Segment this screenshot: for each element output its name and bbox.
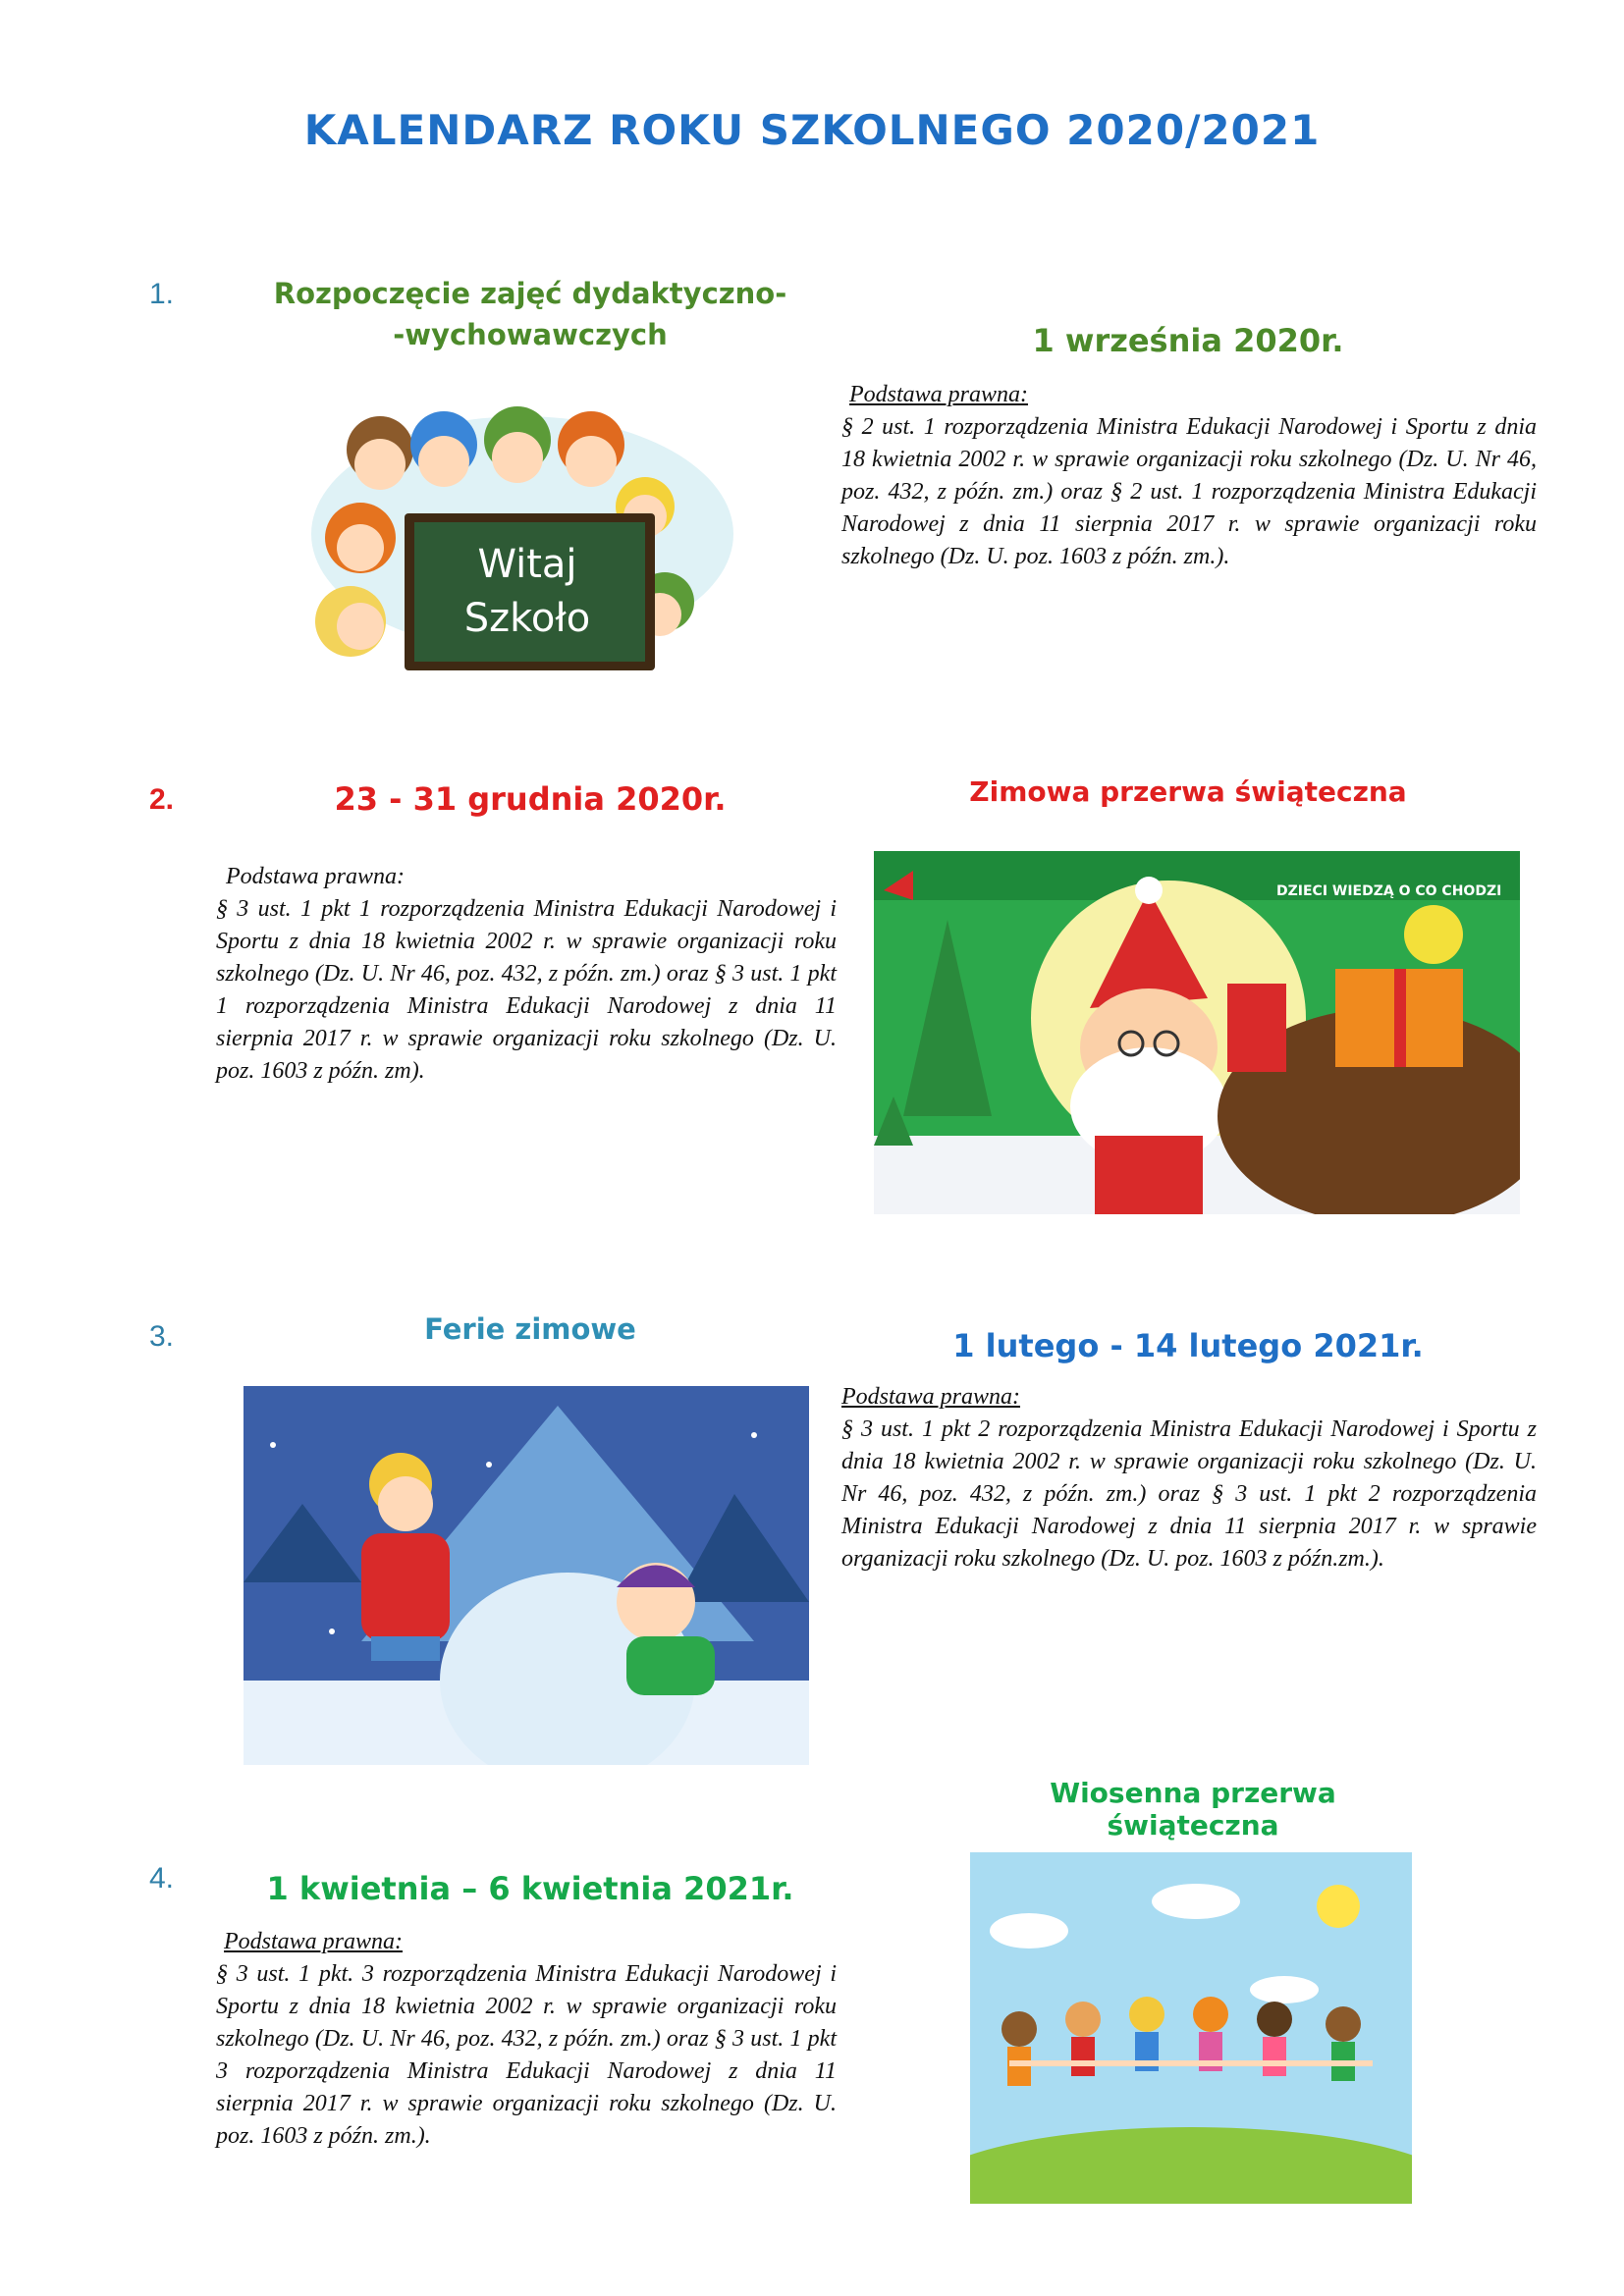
item-4-legal-label: Podstawa prawna:: [224, 1929, 404, 1954]
item-1-number: 1.: [149, 278, 175, 310]
item-4-legal: [216, 1926, 837, 2153]
item-3-legal: [841, 1381, 1537, 1575]
item-1-heading: [245, 273, 815, 355]
item-1-legal-text: § 2 ust. 1 rozporządzenia Ministra Edukacji Narodowej i Sportu z dnia 18 kwietnia 2002 r. w sprawie organizacji roku szkolnego (Dz. U. Nr 46, poz. 432, z późn. zm.) oraz § 2 ust. 1 rozporządzenia Ministra Edukacji Narodowej z dnia 11 sierpnia 2017 r. w sprawie organizacji roku szkolnego (Dz. U. poz. 1603 z późn. zm.).: [841, 414, 1537, 569]
item-1-heading-line1: Rozpoczęcie zajęć dydaktyczno-: [273, 277, 787, 310]
item-2-legal-text: § 3 ust. 1 pkt 1 rozporządzenia Ministra Edukacji Narodowej i Sportu z dnia 18 kwietnia 2002 r. w sprawie organizacji roku szkolnego (Dz. U. Nr 46, poz. 432, z późn. zm.) oraz § 3 ust. 1 pkt 1 rozporządzenia Ministra Edukacji Narodowej z dnia 11 sierpnia 2017 r. w sprawie organizacji roku szkolnego (Dz. U. poz. 1603 z późn. zm).: [216, 896, 837, 1084]
item-2-number: 2.: [149, 783, 175, 816]
welcome-school-image: [306, 391, 738, 677]
item-4-legal-text: § 3 ust. 1 pkt. 3 rozporządzenia Ministra Edukacji Narodowej i Sportu z dnia 18 kwietnia 2002 r. w sprawie organizacji roku szkolnego (Dz. U. Nr 46, poz. 432, z późn. zm.) oraz § 3 ust. 1 pkt 3 rozporządzenia Ministra Edukacji Narodowej z dnia 11 sierpnia 2017 r. w sprawie organizacji roku szkolnego (Dz. U. poz. 1603 z późn. zm.).: [216, 1961, 837, 2149]
christmas-banner-text: DZIECI WIEDZĄ O CO CHODZI: [1276, 883, 1502, 899]
christmas-image: [874, 851, 1520, 1214]
item-4-number: 4.: [149, 1862, 175, 1895]
item-2-date: 23 - 31 grudnia 2020r.: [334, 780, 727, 818]
welcome-text-line2: Szkoło: [463, 596, 591, 641]
winter-holiday-image: [244, 1386, 809, 1765]
item-1-legal: [841, 379, 1537, 573]
item-3-number: 3.: [149, 1320, 175, 1353]
item-3-legal-text: § 3 ust. 1 pkt 2 rozporządzenia Ministra Edukacji Narodowej i Sportu z dnia 18 kwietnia 2002 r. w sprawie organizacji roku szkolnego (Dz. U. Nr 46, poz. 432, z późn. zm.) oraz § 3 ust. 1 pkt 2 rozporządzenia Ministra Edukacji Narodowej z dnia 11 sierpnia 2017 r. w sprawie organizacji roku szkolnego (Dz. U. poz. 1603 z późn.zm.).: [841, 1416, 1537, 1572]
item-1-legal-label: Podstawa prawna:: [849, 382, 1029, 407]
item-3-legal-label: Podstawa prawna:: [841, 1384, 1021, 1410]
item-2-heading: Zimowa przerwa świąteczna: [969, 775, 1407, 808]
winter-kids-illustration: [244, 1386, 809, 1765]
item-2-legal-label: Podstawa prawna:: [226, 864, 406, 889]
item-1-heading-line2: -wychowawczych: [393, 318, 668, 351]
page-title: KALENDARZ ROKU SZKOLNEGO 2020/2021: [303, 106, 1321, 154]
item-1-date: 1 września 2020r.: [1032, 322, 1344, 359]
item-3-heading: Ferie zimowe: [424, 1312, 636, 1346]
spring-holiday-image: [970, 1852, 1412, 2204]
item-3-date: 1 lutego - 14 lutego 2021r.: [952, 1327, 1424, 1364]
welcome-school-illustration: [306, 391, 738, 677]
spring-kids-illustration: [970, 1852, 1412, 2204]
welcome-text-line1: Witaj: [477, 542, 577, 587]
santa-illustration: [874, 851, 1520, 1214]
item-4-date: 1 kwietnia – 6 kwietnia 2021r.: [266, 1870, 794, 1907]
item-2-legal: [216, 861, 837, 1088]
item-4-heading: Wiosenna przerwa świąteczna: [1050, 1777, 1336, 1842]
